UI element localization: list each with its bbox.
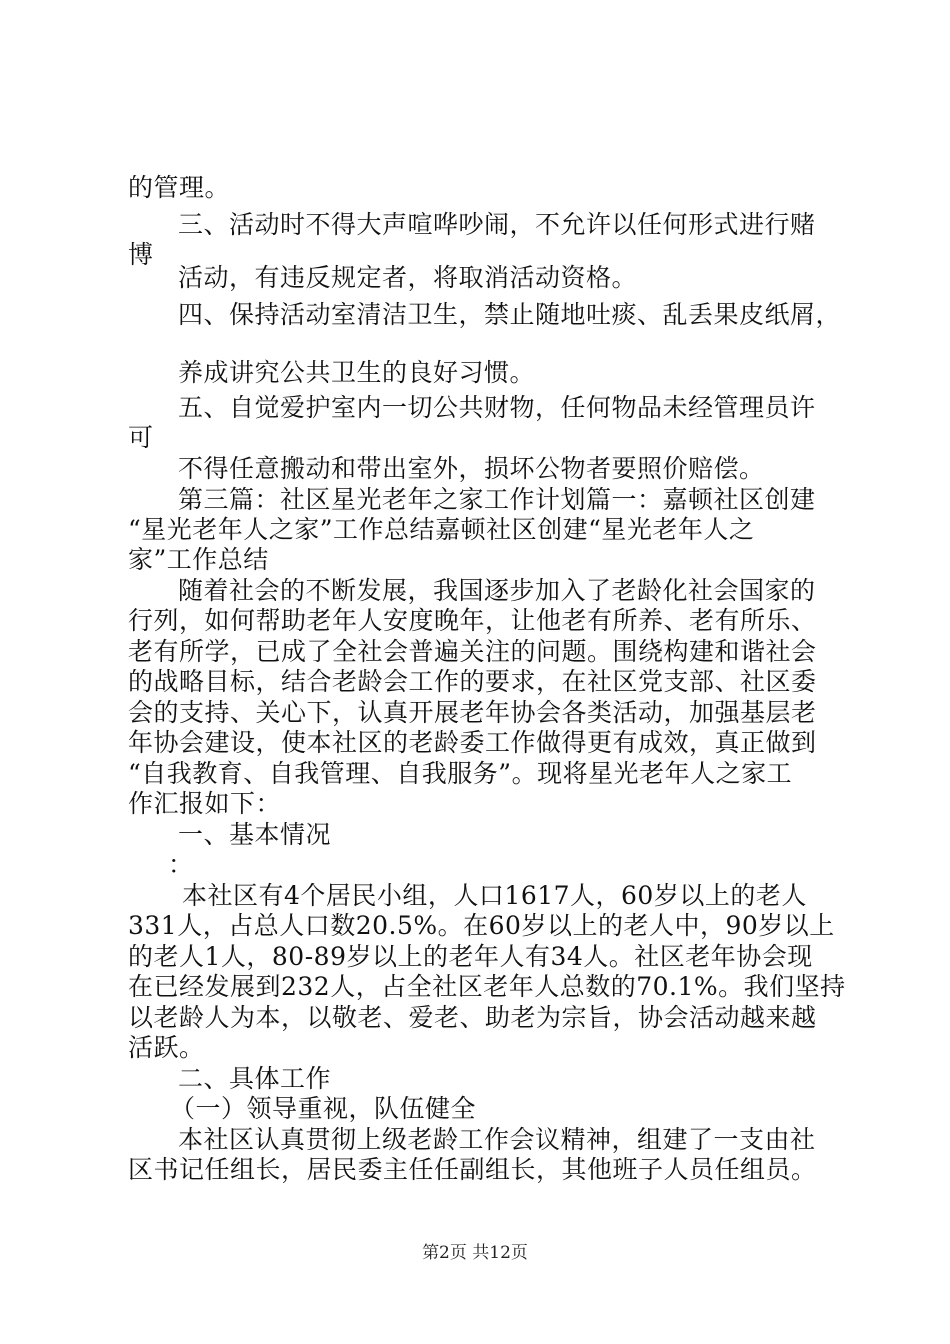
text-line: （一）领导重视，队伍健全 — [170, 1094, 477, 1123]
text-line: 作汇报如下： — [128, 789, 282, 818]
text-line: 的管理。 — [128, 173, 231, 202]
text-line: 养成讲究公共卫生的良好习惯。 — [178, 358, 536, 387]
text-line: 三、活动时不得大声喧哗吵闹，不允许以任何形式进行赌 — [178, 210, 816, 239]
text-line: 本社区有4个居民小组，人口1617人，60岁以上的老人 — [182, 881, 807, 910]
text-line: 不得任意搬动和带出室外，损坏公物者要照价赔偿。 — [178, 454, 765, 483]
text-line: 五、自觉爱护室内一切公共财物，任何物品未经管理员许 — [178, 393, 816, 422]
text-line: 家”工作总结 — [128, 545, 269, 574]
text-line: “自我教育、自我管理、自我服务”。现将星光老年人之家工 — [128, 759, 793, 788]
page-number: 第2页 共12页 — [422, 1243, 528, 1263]
text-line: 二、具体工作 — [178, 1064, 332, 1093]
text-line: 的老人1人，80-89岁以上的老年人有34人。社区老年协会现 — [128, 942, 813, 971]
text-line: 四、保持活动室清洁卫生，禁止随地吐痰、乱丢果皮纸屑， — [178, 300, 842, 329]
text-line: 老有所学，已成了全社会普遍关注的问题。围绕构建和谐社会 — [128, 637, 817, 666]
text-line: 可 — [128, 423, 154, 452]
text-line: 本社区认真贯彻上级老龄工作会议精神，组建了一支由社 — [178, 1125, 816, 1154]
text-line: 会的支持、关心下，认真开展老年协会各类活动，加强基层老 — [128, 698, 817, 727]
text-line: 行列，如何帮助老年人安度晚年，让他老有所养、老有所乐、 — [128, 606, 817, 635]
text-line: 第三篇：社区星光老年之家工作计划篇一：嘉顿社区创建 — [178, 485, 816, 514]
text-line: 活跃。 — [128, 1033, 205, 1062]
text-line: 的战略目标，结合老龄会工作的要求，在社区党支部、社区委 — [128, 667, 817, 696]
text-line: 以老龄人为本，以敬老、爱老、助老为宗旨，协会活动越来越 — [128, 1003, 817, 1032]
text-line: ： — [168, 850, 194, 879]
text-line: 年协会建设，使本社区的老龄委工作做得更有成效，真正做到 — [128, 728, 817, 757]
text-line: 活动，有违反规定者，将取消活动资格。 — [178, 263, 638, 292]
text-line: 区书记任组长，居民委主任任副组长，其他班子人员任组员。 — [128, 1155, 817, 1184]
text-line: 一、基本情况 — [178, 820, 332, 849]
text-line: 博 — [128, 240, 154, 269]
text-line: “星光老年人之家”工作总结嘉顿社区创建“星光老年人之 — [128, 515, 755, 544]
text-line: 331人，占总人口数20.5%。在60岁以上的老人中，90岁以上 — [128, 911, 835, 940]
text-line: 随着社会的不断发展，我国逐步加入了老龄化社会国家的 — [178, 576, 816, 605]
text-line: 在已经发展到232人，占全社区老年人总数的70.1%。我们坚持 — [128, 972, 846, 1001]
